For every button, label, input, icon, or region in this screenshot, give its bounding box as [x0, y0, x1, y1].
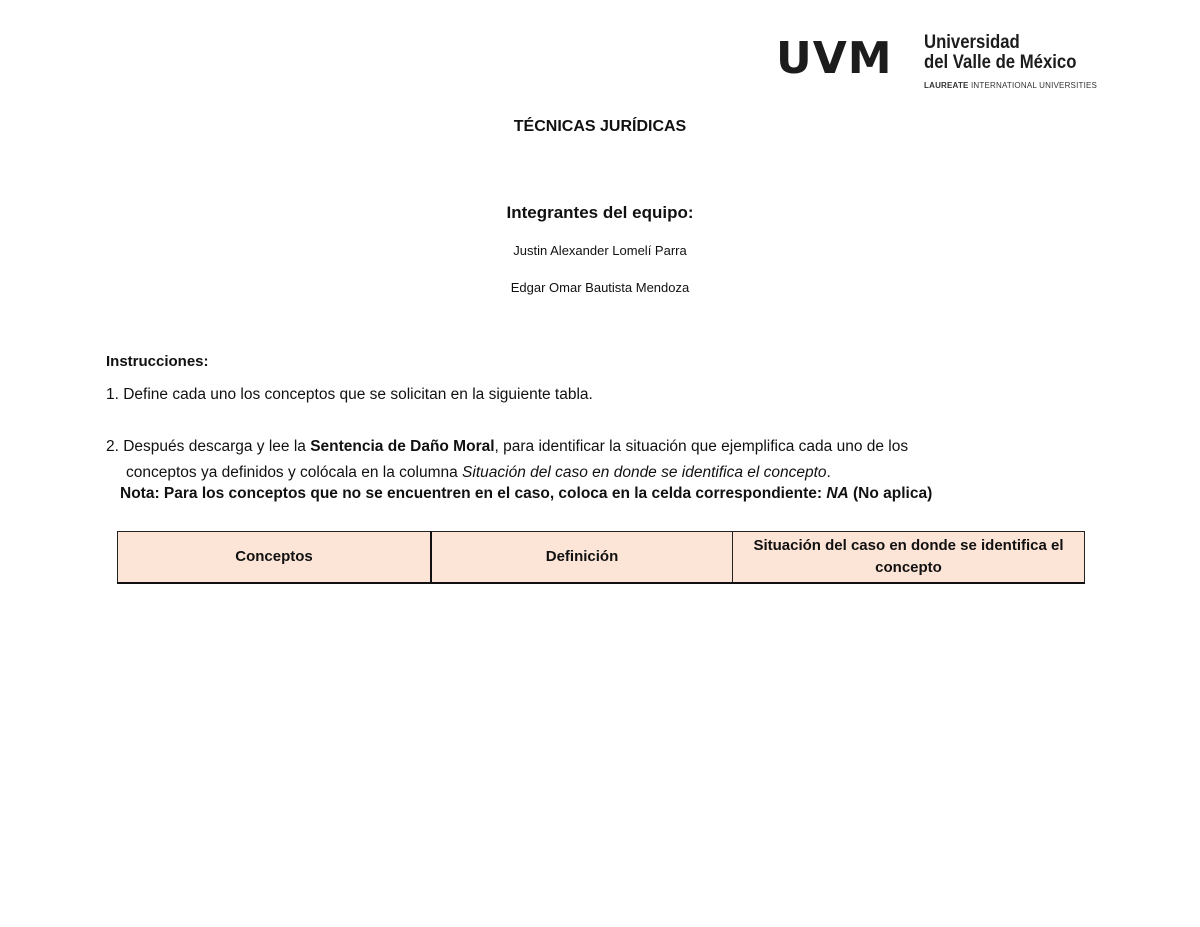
- logo-name-line2: del Valle de México: [924, 52, 1077, 73]
- uvm-logo: [776, 32, 1098, 95]
- header-situacion: Situación del caso en donde se identifica el concepto: [733, 532, 1085, 584]
- step2-text: .: [826, 464, 831, 481]
- table-header-row: [118, 532, 1085, 584]
- logo-name-line1: Universidad: [924, 32, 1020, 53]
- header-definicion: Definición: [431, 532, 733, 584]
- logo-tagline: [924, 81, 1097, 90]
- header-conceptos: Conceptos: [118, 532, 432, 584]
- team-member: Justin Alexander Lomelí Parra: [513, 243, 687, 258]
- step2-text: , para identificar la situación que ejemplifica cada uno de los: [494, 438, 909, 455]
- document-title: TÉCNICAS JURÍDICAS: [513, 118, 687, 135]
- step2-text: conceptos ya definidos y colócala en la columna: [126, 464, 463, 481]
- instruction-step-1: 1. Define cada uno los conceptos que se solicitan en la siguiente tabla.: [106, 386, 593, 403]
- step2-text: 2. Después descarga y lee la: [106, 438, 311, 455]
- instruction-step-2: [106, 434, 1066, 486]
- step2-italic: Situación del caso en donde se identifica el concepto: [462, 464, 827, 481]
- step2-bold: Sentencia de Daño Moral: [310, 438, 495, 455]
- note-text: (No aplica): [848, 485, 933, 502]
- logo-university-name: [924, 33, 1076, 73]
- team-member: Edgar Omar Bautista Mendoza: [510, 280, 690, 295]
- instructions-heading: Instrucciones:: [106, 353, 209, 370]
- logo-tagline-bold: LAUREATE: [924, 81, 969, 90]
- logo-mark: UVM: [776, 33, 893, 84]
- instruction-note: [120, 485, 932, 503]
- note-text: Nota: Para los conceptos que no se encuentren en el caso, coloca en la celda correspondiente:: [120, 485, 827, 502]
- team-heading: Integrantes del equipo:: [506, 203, 694, 222]
- concepts-table: [117, 531, 1085, 584]
- logo-tagline-rest: INTERNATIONAL UNIVERSITIES: [968, 81, 1098, 90]
- note-italic: NA: [826, 485, 849, 502]
